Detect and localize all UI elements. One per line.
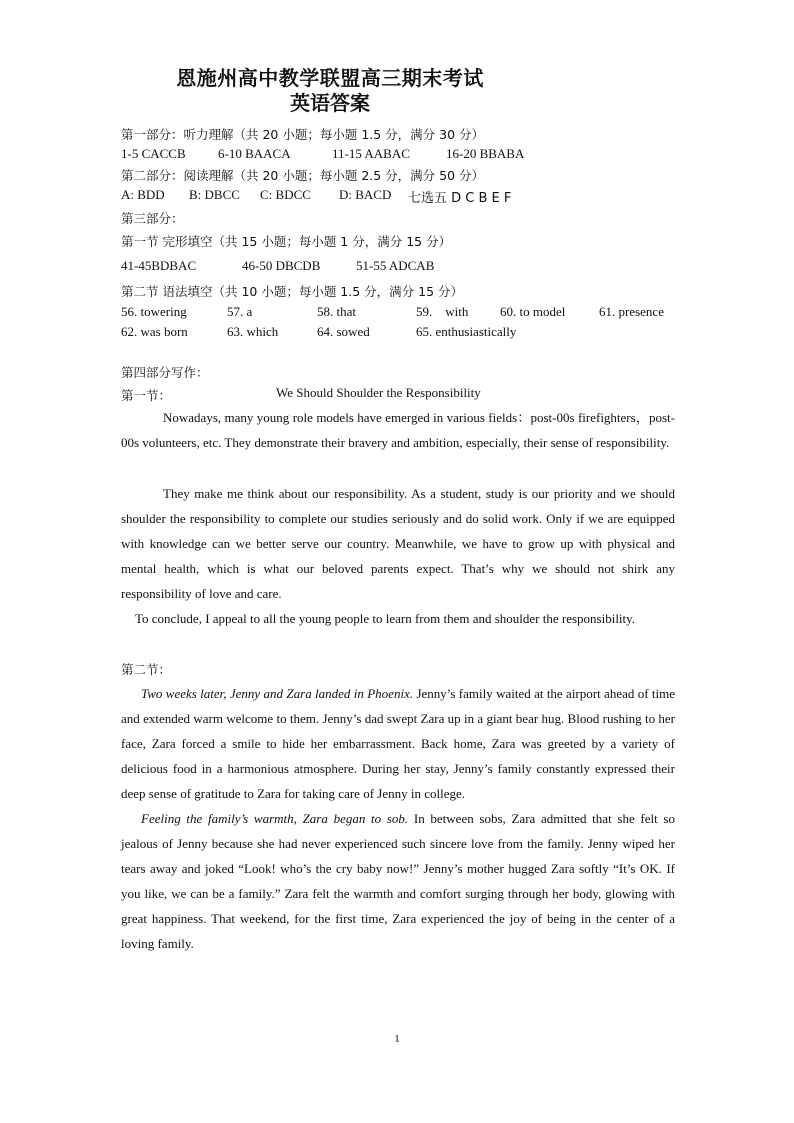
part2-heading: 第二部分：阅读理解（共 20 小题；每小题 2.5 分，满分 50 分） xyxy=(121,168,485,183)
part1-answer: 6-10 BAACA xyxy=(218,146,291,161)
essay-title: We Should Shoulder the Responsibility xyxy=(276,385,481,400)
part2-answer: A: BDD xyxy=(121,187,165,202)
grammar-answer: 63. which xyxy=(227,324,279,339)
part1-answer: 11-15 AABAC xyxy=(332,146,410,161)
part2-answer: D: BACD xyxy=(339,187,392,202)
part2-answer: C: BDCC xyxy=(260,187,311,202)
paragraph-body: In between sobs, Zara admitted that she felt so jealous of Jenny because she had never experienced such sincere love from the family. Jenny wiped her tears away and joked “Look! who’s the cry baby now!” Jenny’s mother hugged Zara softly “It’s OK. If you like, we can be a family.” Zara felt the warmth and comfort surging through her body, glowing with great happiness. That weekend, for the first time, Zara experienced the joy of being in the center of a loving family. xyxy=(121,811,675,951)
part2-answer: 七选五 D C B E F xyxy=(408,191,512,206)
part1-answer: 16-20 BBABA xyxy=(446,146,525,161)
grammar-answer: 62. was born xyxy=(121,324,188,339)
exam-subtitle: 英语答案 xyxy=(290,91,370,115)
part3-section2-heading: 第二节 语法填空（共 10 小题；每小题 1.5 分，满分 15 分） xyxy=(121,284,464,299)
grammar-answer: 61. presence xyxy=(599,304,664,319)
cloze-answer: 41-45BDBAC xyxy=(121,258,197,273)
part4-section1-label: 第一节： xyxy=(121,388,172,403)
part1-answer: 1-5 CACCB xyxy=(121,146,186,161)
essay-paragraph: They make me think about our responsibility. As a student, study is our priority and we should shoulder the responsibility to complete our studies seriously and do solid work. Only if we are equipped with knowledge can we better serve our country. Meanwhile, we have to grow up with physical and mental health, which is what our beloved parents expect. That’s why we should not shirk any responsibility of love and care. xyxy=(121,486,675,601)
part3-section1-heading: 第一节 完形填空（共 15 小题；每小题 1 分，满分 15 分） xyxy=(121,234,452,249)
grammar-answer: 58. that xyxy=(317,304,356,319)
grammar-answer: 56. towering xyxy=(121,304,187,319)
grammar-answer: 65. enthusiastically xyxy=(416,324,517,339)
paragraph-body: Jenny’s family waited at the airport ahead of time and extended warm welcome to them. Jenny’s dad swept Zara up in a giant bear hug. Blood rushing to her face, Zara forced a smile to hide her embarrassment. Back home, Zara was greeted by a variety of delicious food in a harmonious atmosphere. During her stay, Jenny’s family constantly expressed their deep sense of gratitude to Zara for taking care of Jenny in college. xyxy=(121,686,676,801)
part4-heading: 第四部分写作： xyxy=(121,365,209,380)
grammar-answer: 60. to model xyxy=(500,304,566,319)
essay-paragraph: Nowadays, many young role models have emerged in various fields：post-00s firefighters，post-00s volunteers, etc. They demonstrate their bravery and ambition, especially, their sense of responsibility. xyxy=(121,410,675,450)
page-number: 1 xyxy=(394,1033,400,1045)
grammar-answer: 59. with xyxy=(416,304,469,319)
essay-paragraph: To conclude, I appeal to all the young people to learn from them and shoulder the responsibility. xyxy=(135,611,636,626)
part2-answer: B: DBCC xyxy=(189,187,240,202)
part4-section2-label: 第二节： xyxy=(121,662,172,677)
part1-heading: 第一部分：听力理解（共 20 小题；每小题 1.5 分，满分 30 分） xyxy=(121,127,485,142)
cloze-answer: 51-55 ADCAB xyxy=(356,258,435,273)
grammar-answer: 57. a xyxy=(227,304,253,319)
cloze-answer: 46-50 DBCDB xyxy=(242,258,321,273)
paragraph-lead-sentence: Two weeks later, Jenny and Zara landed in Phoenix. xyxy=(141,686,414,701)
grammar-answer: 64. sowed xyxy=(317,324,370,339)
part3-heading: 第三部分： xyxy=(121,211,184,226)
paragraph-lead-sentence: Feeling the family’s warmth, Zara began to sob. xyxy=(141,811,409,826)
continuation-paragraph xyxy=(121,806,675,956)
continuation-paragraph xyxy=(121,681,675,806)
exam-title: 恩施州高中教学联盟高三期末考试 xyxy=(176,66,484,90)
